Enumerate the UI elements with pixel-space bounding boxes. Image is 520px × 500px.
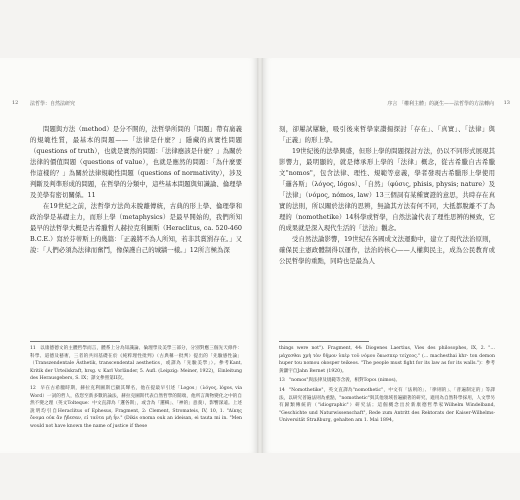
page-number: 13 — [503, 100, 510, 106]
paragraph: 19世紀後的法學興盛，但形上學的問題探討方法，仍以不同形式展現其影響力，最明顯的，就是傳承形上學的「法律」概念，從古希臘自古希臘文"nomos"，包含法律、理性、規範等意義，學者發現古希臘形上學使用「邏各斯」（λόγος, lógos）、「自然」（φύσις, phisis, physis; nature）及「法律」（νόμος, nómos, law）13三個詞有某種實證的意思，共時存在真實的法則，所以關於法律的思辨，無論其方法有何不同，大抵都脫離不了為理的（nomothetike）14科學或哲學，自然法論代表了理性思辨的極致，它的成果就是深入現代生活的「法治」觀念。 — [279, 147, 495, 232]
paragraph: 問題與方法（method）是分不開的，法哲學所問的「問題」帶有廣義的規範性質，最基本的問題——「法律是什麼？」隱藏的真實性問題（questions of truth），也就是實然的問題：「法律應該是什麼？」為關於法律的價值問題（questions of value），也就是應然的問題：「為什麼要作這樣的？」為關於法律規範性問題（questions of normativity），涉及判斷及判準形成的問題，在哲學的分類中，這些基本問題與知識論、倫理學及美學有密切關係。11 — [30, 125, 242, 199]
footnote — [279, 377, 495, 385]
footnote-number: 13 — [279, 378, 285, 384]
footnotes — [30, 345, 242, 433]
paragraph: 刻，卻屢試屢驗，吸引後來哲學家讚揚探討「存在」、「真實」、「法律」與「正義」的形上學。 — [279, 125, 495, 144]
running-head: 法哲學：自然法研究 — [30, 101, 76, 107]
footnote-number: 12 — [30, 385, 36, 391]
footnote-text: things were not"). Fragment, 44: Diogenes Laertius, Vies des philosophes, IX, 2. "… μάχεσθαι χρὴ τὸν δῆμον ὑπὲρ τοῦ νόμου ὅκωσπερ τείχεος." (… machesthai khr- ton demon huper tou nomou okosper teikeos. "The people must fight for its law as for its walls.")：參考黃灝宇自Jahn Bernet (1920)。 — [279, 346, 495, 374]
page-number: 12 — [12, 100, 19, 106]
footnote — [30, 385, 242, 431]
right-page — [263, 58, 520, 453]
footnote — [279, 387, 495, 425]
footnote-number: 14 — [279, 387, 285, 393]
body-text — [279, 124, 495, 267]
running-head: 序言 「權利主體」的誕生——法哲學的方法轉向 — [387, 101, 494, 107]
footnote-number: 11 — [30, 346, 36, 351]
paragraph: 受自然法論影響，19世紀在各國成文法運動中，建立了現代法治原則，確保民主憲政體制得以運作，法治的核心——人權與民主，成為公民教育或公民哲學的重點，同時也是最為人 — [279, 235, 495, 265]
book-gutter — [257, 58, 263, 453]
footnote-text: 以康德德文的主體哲學而言，體系上分為知識論、倫理學及美學三部分，分別對應三個先天條件：科學、道德及藝術，三者的共同基礎在於《純粹理性批判》（古典稱一批判）提出的「先驗感性論」（Transzendentale Ästhetik, transcendental aesthetics，或譯為「先驗美學」）。參考Kant, Kritik der Urteilskraft, hrsg. v. Karl Vorländer, 5. Aufl. (Leipzig: Meiner, 1922)，Einleitung des Herausgebers, S. IX；譯文參照第II次。 — [30, 346, 242, 382]
footnote — [279, 345, 495, 375]
footnote-divider — [30, 341, 120, 342]
left-page — [0, 58, 257, 453]
footnote-divider — [279, 341, 369, 342]
body-text — [30, 124, 242, 256]
footnote — [30, 345, 242, 383]
footnotes — [279, 345, 495, 427]
footnote-text: "nomos"與法律及規範等含義，相對Topoι (nimos)。 — [289, 378, 401, 384]
footnote-text: "Nomothetike"，英文直譯為"nomothetic"，中文有「法則的」、「律則的」、「普遍制定的」等譯法，以研究普遍法則為重點，"nomothetic"與其他領域普遍顯著的研究，適用為自然科學採用，人文學另有歸類傳統的（"idiographic"）研究法；這個概念出於新康德哲學家Wilhelm Windelband, "Geschichte und Naturwissenschaft", Rede zum Antritt des Rektorats der Kaiser-Wilhelms-Universität Straßburg, gehalten am 1. Mai 1894。 — [279, 387, 495, 424]
footnote-text: 早在古希臘時期，赫拉克利圖斯已顯其聲名，他在提最早引述「Logos」（λόγος, lógos, via Word）一詞的哲人，依您至新多數的論法，赫拉克圖斯代表自然哲學的開端，他所言萬物變化之中的自然不變之理（英文Tolteque：中文直譯為「邏各斯」，或含為「邏輯」、「神的」意義），影響深遠。上述說明均引自Heraclitus of Ephesus, Fragment, 2: Clement, Stromateis, IV, 10, 1. "Δίκης ὄνομα οὐκ ἂν ᾔδεσαν, εἰ ταῦτα μὴ ἦν." (Dikis onoma ouk an ideisan, ei tauta mi in. "Men would not have known the name of justice if these — [30, 385, 242, 429]
paragraph: 在19世紀之前，法哲學方法尚未脫離傳統，古典的形上學、倫理學和政治學是基礎主力，而形上學（metaphysics）是最早開始的，我們所知最早的法哲學大概是古希臘哲人赫拉克利圖斯（Heraclitus, ca. 520-460 B.C.E.）寫於芬蒂斯上的幾篇：「正義將不為人所知，若非其賞罰存在。」又說：「人們必須為法律而奮鬥，像保護自己的城牆一樣。」12所言極為深 — [30, 202, 242, 254]
